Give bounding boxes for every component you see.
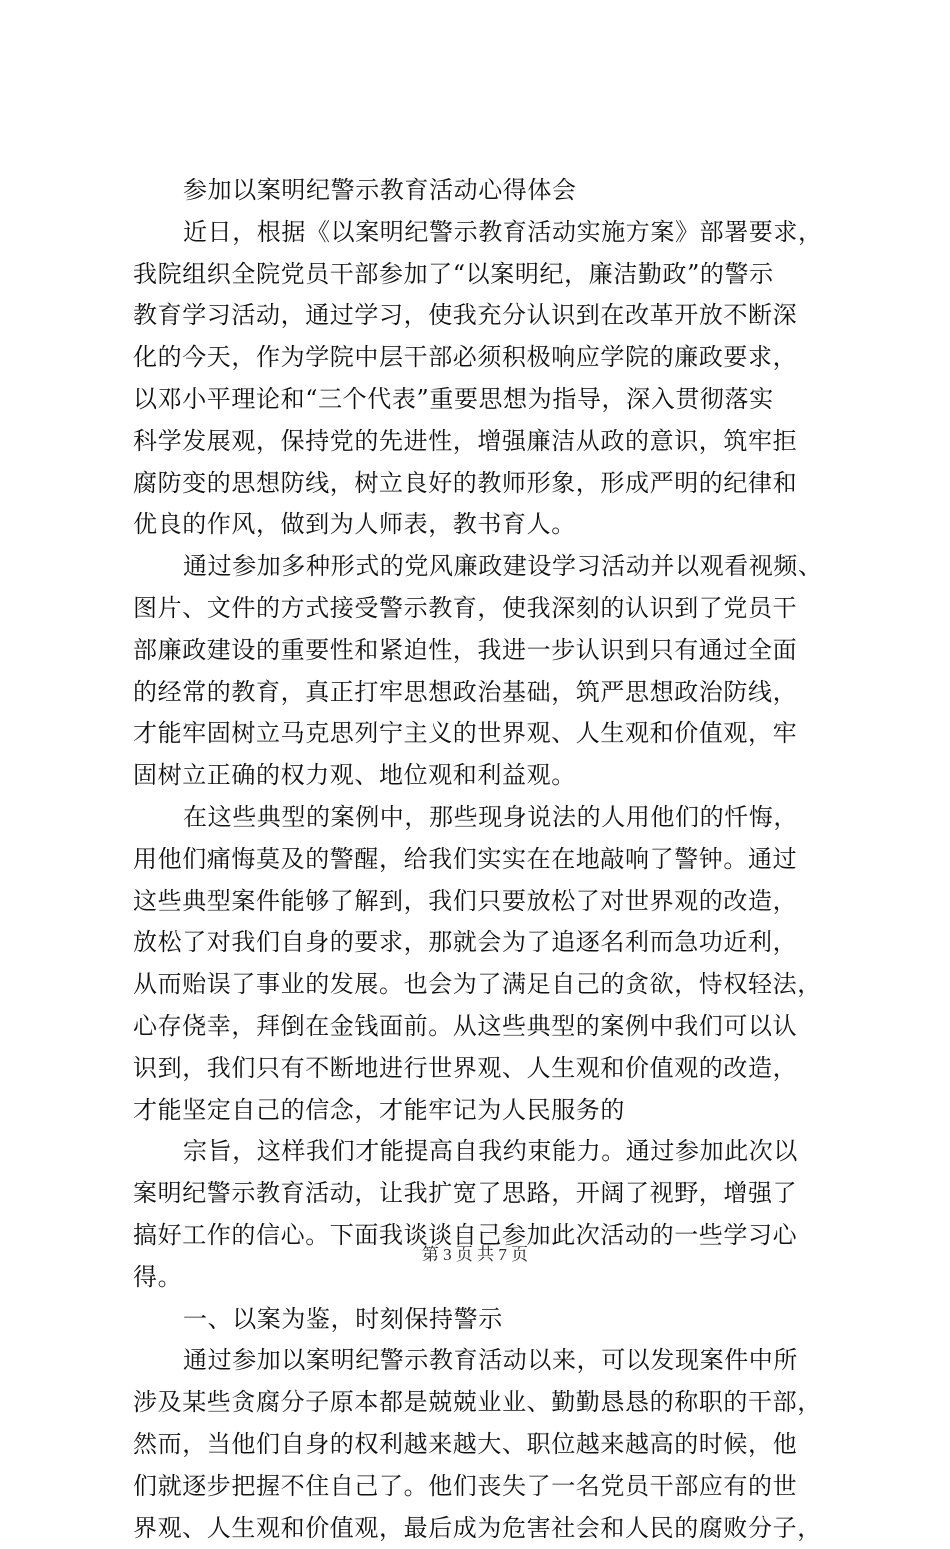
page-footer: 第 3 页 共 7 页	[0, 1240, 950, 1265]
text-line: 才能坚定自己的信念，才能牢记为人民服务的	[133, 1090, 833, 1132]
text-line: 固树立正确的权力观、地位观和利益观。	[133, 755, 833, 797]
text-line: 化的今天，作为学院中层干部必须积极响应学院的廉政要求，	[133, 337, 833, 379]
text-line: 然而，当他们自身的权利越来越大、职位越来越高的时候，他	[133, 1424, 833, 1466]
document-body	[133, 170, 833, 1549]
text-line: 用他们痛悔莫及的警醒，给我们实实在在地敲响了警钟。通过	[133, 839, 833, 881]
document-title: 参加以案明纪警示教育活动心得体会	[133, 170, 833, 212]
text-line: 的经常的教育，真正打牢思想政治基础，筑严思想政治防线，	[133, 672, 833, 714]
text-line: 一、以案为鉴，时刻保持警示	[133, 1299, 833, 1341]
text-line: 放松了对我们自身的要求，那就会为了追逐名利而急功近利，	[133, 922, 833, 964]
text-line: 科学发展观，保持党的先进性，增强廉洁从政的意识，筑牢拒	[133, 421, 833, 463]
text-line: 搞好工作的信心。下面我谈谈自己参加此次活动的一些学习心	[133, 1215, 833, 1257]
text-line: 图片、文件的方式接受警示教育，使我深刻的认识到了党员干	[133, 588, 833, 630]
text-line: 近日，根据《以案明纪警示教育活动实施方案》部署要求，	[133, 212, 833, 254]
text-line: 以邓小平理论和“三个代表”重要思想为指导，深入贯彻落实	[133, 379, 833, 421]
text-line: 我院组织全院党员干部参加了“以案明纪，廉洁勤政”的警示	[133, 254, 833, 296]
text-line: 从而贻误了事业的发展。也会为了满足自己的贪欲，恃权轻法，	[133, 964, 833, 1006]
text-line: 涉及某些贪腐分子原本都是兢兢业业、勤勤恳恳的称职的干部，	[133, 1382, 833, 1424]
text-line: 通过参加多种形式的党风廉政建设学习活动并以观看视频、	[133, 546, 833, 588]
text-line: 们就逐步把握不住自己了。他们丧失了一名党员干部应有的世	[133, 1466, 833, 1508]
text-line: 识到，我们只有不断地进行世界观、人生观和价值观的改造，	[133, 1048, 833, 1090]
text-line: 案明纪警示教育活动，让我扩宽了思路，开阔了视野，增强了	[133, 1173, 833, 1215]
text-line: 心存侥幸，拜倒在金钱面前。从这些典型的案例中我们可以认	[133, 1006, 833, 1048]
text-line: 优良的作风，做到为人师表，教书育人。	[133, 504, 833, 546]
text-line: 得。	[133, 1257, 833, 1299]
text-line: 在这些典型的案例中，那些现身说法的人用他们的忏悔，	[133, 797, 833, 839]
text-line: 部廉政建设的重要性和紧迫性，我进一步认识到只有通过全面	[133, 630, 833, 672]
text-line: 界观、人生观和价值观，最后成为危害社会和人民的腐败分子，	[133, 1508, 833, 1549]
text-line: 教育学习活动，通过学习，使我充分认识到在改革开放不断深	[133, 295, 833, 337]
text-line: 这些典型案件能够了解到，我们只要放松了对世界观的改造，	[133, 881, 833, 923]
text-line: 腐防变的思想防线，树立良好的教师形象，形成严明的纪律和	[133, 463, 833, 505]
text-line: 宗旨，这样我们才能提高自我约束能力。通过参加此次以	[133, 1131, 833, 1173]
text-line: 才能牢固树立马克思列宁主义的世界观、人生观和价值观，牢	[133, 713, 833, 755]
text-line: 通过参加以案明纪警示教育活动以来，可以发现案件中所	[133, 1340, 833, 1382]
